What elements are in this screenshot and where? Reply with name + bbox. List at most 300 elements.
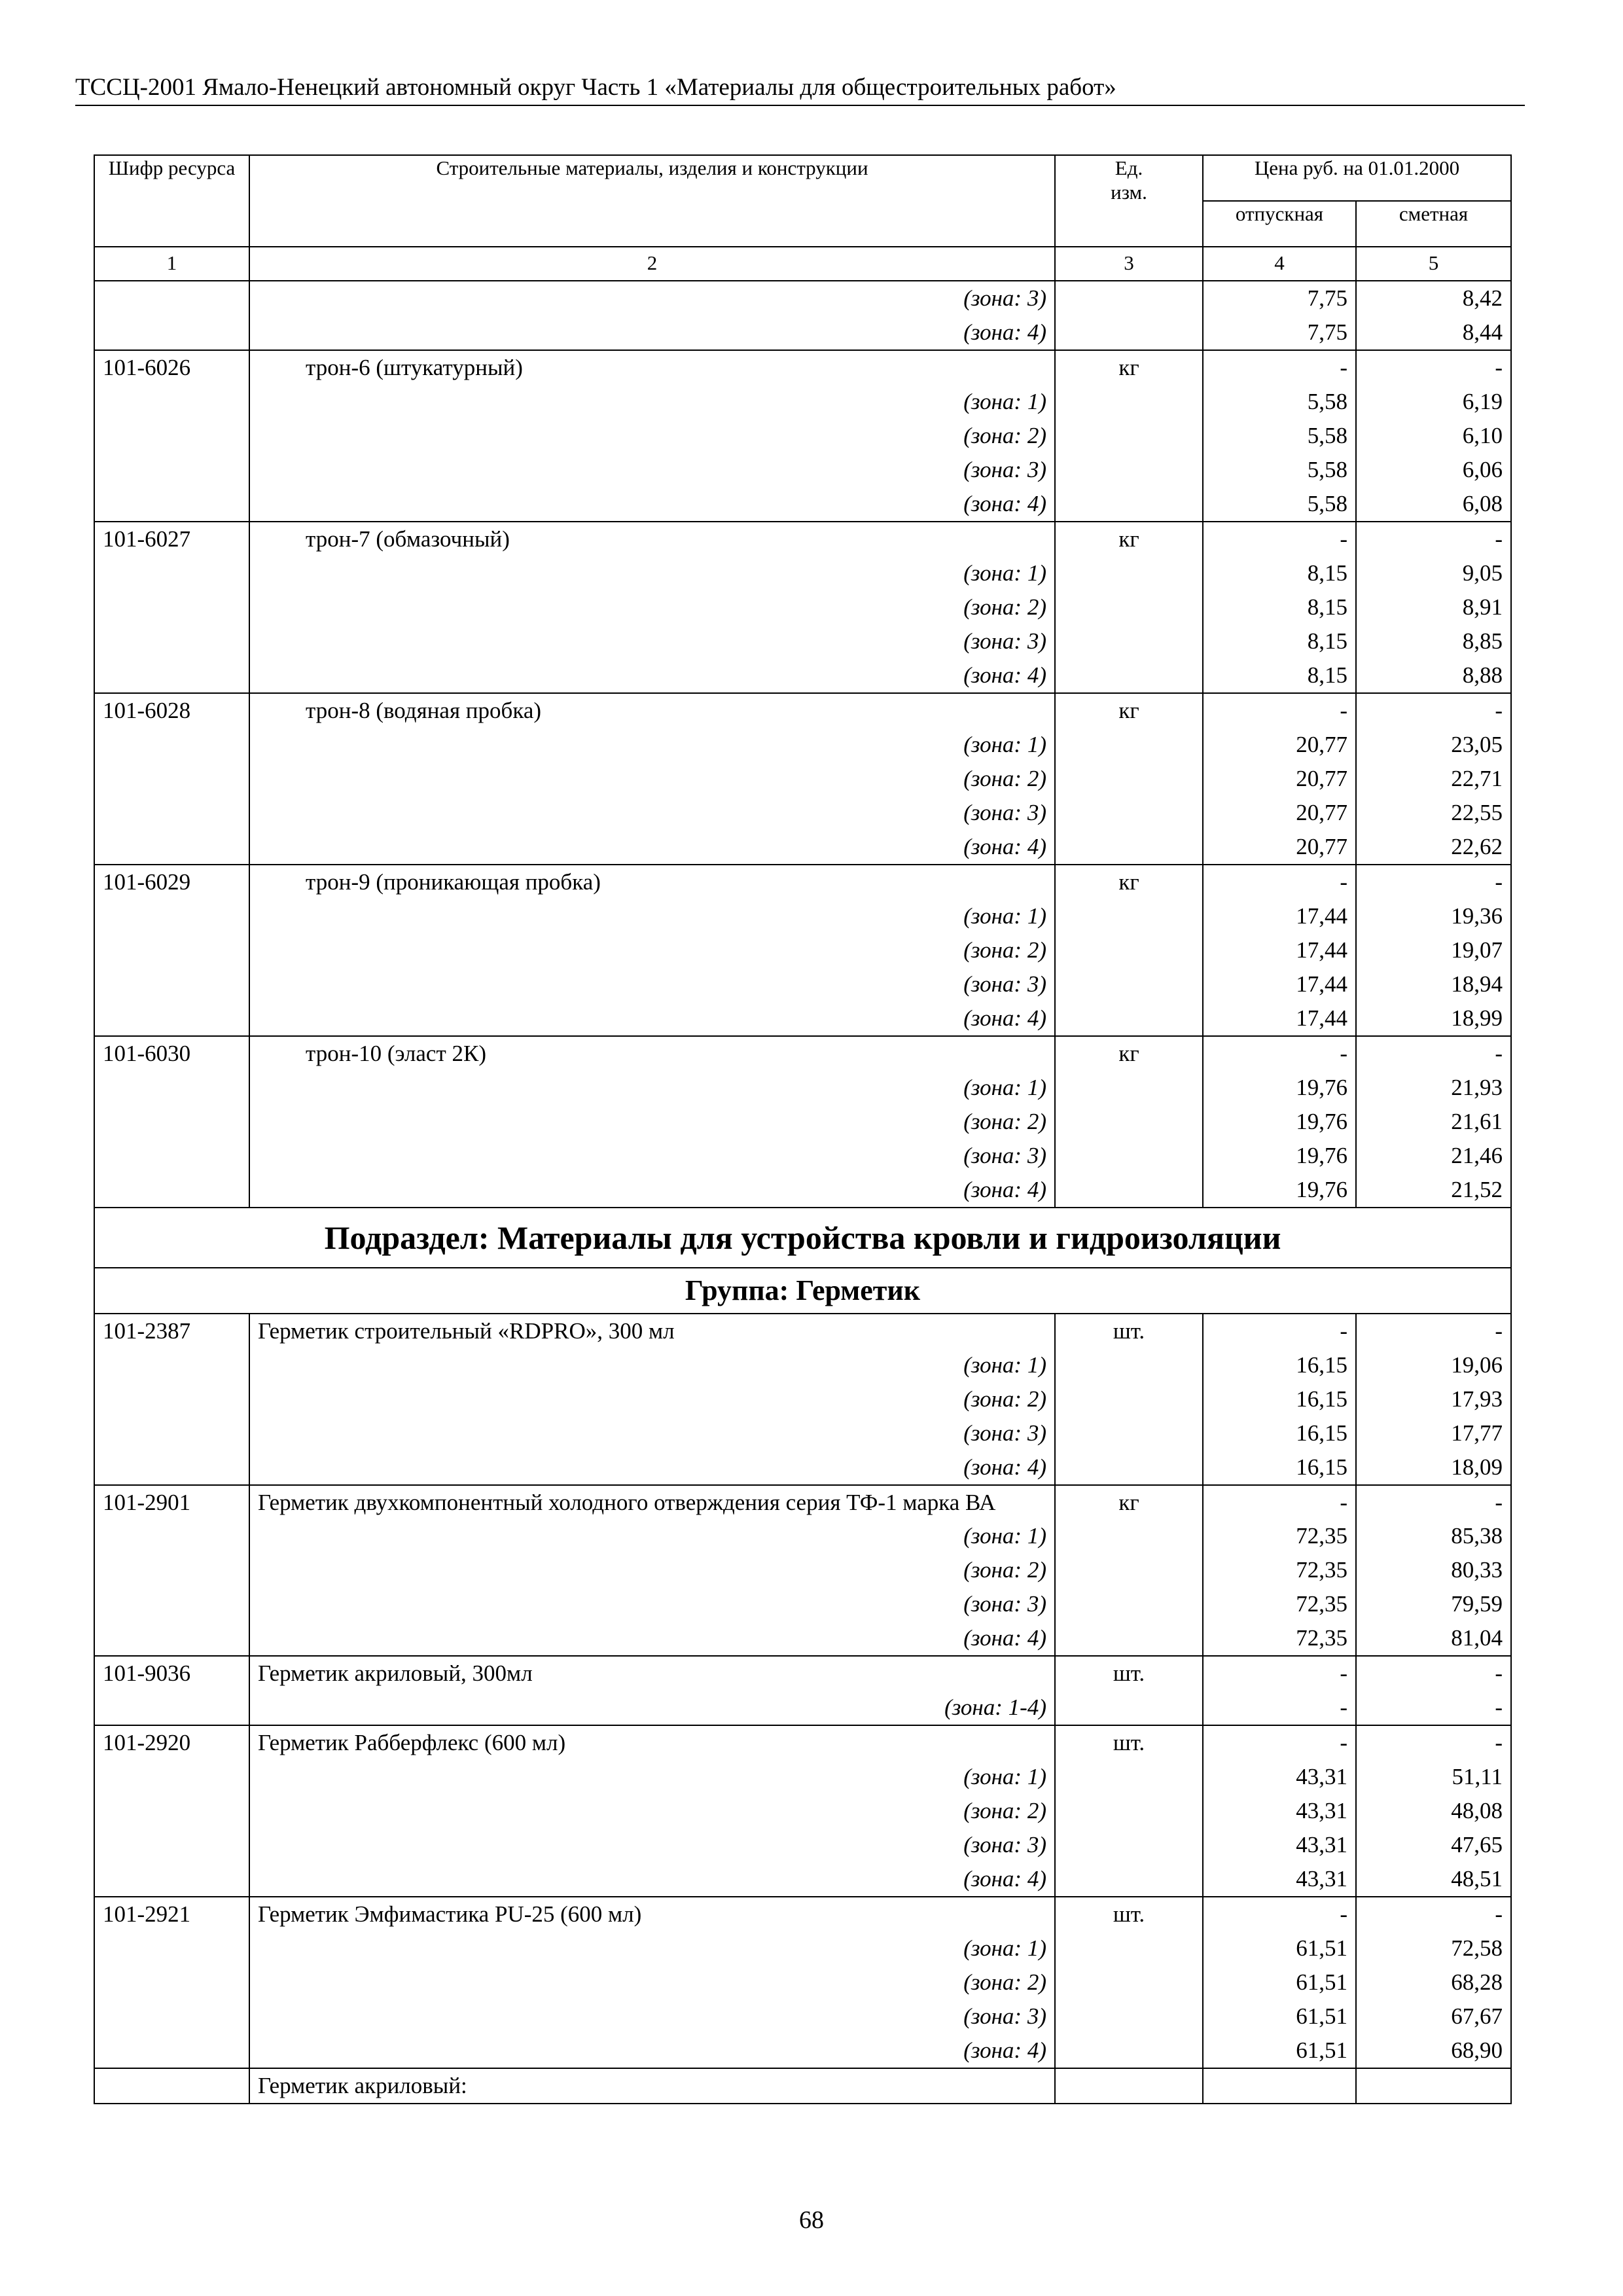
resource-code: 101-6028 (94, 693, 249, 728)
unit (1055, 1105, 1203, 1139)
release-price: 17,44 (1203, 1001, 1356, 1036)
unit (1055, 2000, 1203, 2034)
page-number: 68 (799, 2206, 824, 2234)
resource-code (94, 590, 249, 624)
resource-code: 101-6030 (94, 1036, 249, 1071)
estimate-price: - (1356, 1725, 1511, 1760)
resource-code (94, 487, 249, 522)
estimate-price: 22,71 (1356, 762, 1511, 796)
release-price: 7,75 (1203, 315, 1356, 350)
resource-code (94, 624, 249, 658)
material-name: Герметик строительный «RDPRO», 300 мл (249, 1314, 1055, 1348)
estimate-price: 17,77 (1356, 1416, 1511, 1450)
table-row (94, 385, 1511, 419)
release-price: - (1203, 1725, 1356, 1760)
estimate-price: 23,05 (1356, 728, 1511, 762)
zone-label: (зона: 1) (249, 1071, 1055, 1105)
estimate-price: - (1356, 1897, 1511, 1931)
table-row (94, 1173, 1511, 1208)
table-row (94, 419, 1511, 453)
table-row (94, 1071, 1511, 1105)
estimate-price: 68,28 (1356, 1965, 1511, 2000)
estimate-price: 18,94 (1356, 967, 1511, 1001)
col-header-price: Цена руб. на 01.01.2000 (1203, 155, 1511, 201)
table-row (94, 658, 1511, 693)
table-row (94, 796, 1511, 830)
table-row (94, 1621, 1511, 1656)
col-number: 2 (249, 247, 1055, 281)
zone-label: (зона: 2) (249, 1553, 1055, 1587)
zone-label: (зона: 1) (249, 1931, 1055, 1965)
estimate-price: - (1356, 522, 1511, 556)
resource-code (94, 1862, 249, 1897)
unit (1055, 1553, 1203, 1587)
resource-code: 101-6026 (94, 350, 249, 385)
zone-label: (зона: 1) (249, 728, 1055, 762)
col-header-release: отпускная (1203, 201, 1356, 247)
zone-label: (зона: 3) (249, 1587, 1055, 1621)
zone-label: (зона: 1) (249, 385, 1055, 419)
estimate-price: 79,59 (1356, 1587, 1511, 1621)
estimate-price: - (1356, 1691, 1511, 1725)
zone-label: (зона: 1) (249, 1348, 1055, 1382)
resource-code (94, 728, 249, 762)
estimate-price: 51,11 (1356, 1760, 1511, 1794)
zone-label: (зона: 3) (249, 453, 1055, 487)
estimate-price: 72,58 (1356, 1931, 1511, 1965)
estimate-price: 8,44 (1356, 315, 1511, 350)
table-row (94, 2068, 1511, 2104)
release-price: 17,44 (1203, 899, 1356, 933)
release-price: - (1203, 1314, 1356, 1348)
estimate-price: 18,09 (1356, 1450, 1511, 1485)
resource-code (94, 1139, 249, 1173)
table-row (94, 556, 1511, 590)
unit: кг (1055, 693, 1203, 728)
table-row (94, 693, 1511, 728)
unit (1055, 2034, 1203, 2068)
release-price: - (1203, 1485, 1356, 1519)
estimate-price: - (1356, 1036, 1511, 1071)
group-title: Группа: Герметик (94, 1268, 1511, 1314)
release-price: 16,15 (1203, 1348, 1356, 1382)
resource-code: 101-2387 (94, 1314, 249, 1348)
release-price: - (1203, 1656, 1356, 1691)
estimate-price: 8,42 (1356, 281, 1511, 315)
resource-code (94, 658, 249, 693)
estimate-price: 48,51 (1356, 1862, 1511, 1897)
release-price: 8,15 (1203, 658, 1356, 693)
estimate-price: 85,38 (1356, 1519, 1511, 1553)
resource-code: 101-6027 (94, 522, 249, 556)
unit (1055, 281, 1203, 315)
release-price: 17,44 (1203, 967, 1356, 1001)
release-price: 8,15 (1203, 590, 1356, 624)
release-price: 43,31 (1203, 1794, 1356, 1828)
zone-label: (зона: 1) (249, 899, 1055, 933)
estimate-price: 21,46 (1356, 1139, 1511, 1173)
estimate-price: 8,88 (1356, 658, 1511, 693)
unit: кг (1055, 1036, 1203, 1071)
table-row (94, 728, 1511, 762)
zone-label: (зона: 1) (249, 556, 1055, 590)
resource-code (94, 1621, 249, 1656)
resource-code (94, 2000, 249, 2034)
col-number: 1 (94, 247, 249, 281)
table-row (94, 899, 1511, 933)
table-row (94, 350, 1511, 385)
table-row (94, 830, 1511, 865)
estimate-price (1356, 2068, 1511, 2104)
column-number-row (94, 247, 1511, 281)
release-price: 72,35 (1203, 1519, 1356, 1553)
release-price: - (1203, 1897, 1356, 1931)
estimate-price: 6,19 (1356, 385, 1511, 419)
estimate-price: 6,08 (1356, 487, 1511, 522)
estimate-price: 9,05 (1356, 556, 1511, 590)
table-row (94, 933, 1511, 967)
estimate-price: 47,65 (1356, 1828, 1511, 1862)
estimate-price: - (1356, 1314, 1511, 1348)
release-price: 61,51 (1203, 1931, 1356, 1965)
release-price: - (1203, 1691, 1356, 1725)
table-row (94, 1485, 1511, 1519)
resource-code (94, 1348, 249, 1382)
material-name: трон-7 (обмазочный) (249, 522, 1055, 556)
release-price: - (1203, 693, 1356, 728)
resource-code (94, 1760, 249, 1794)
zone-label: (зона: 3) (249, 967, 1055, 1001)
estimate-price: - (1356, 1656, 1511, 1691)
estimate-price: 80,33 (1356, 1553, 1511, 1587)
table-row (94, 1794, 1511, 1828)
resource-code (94, 2034, 249, 2068)
material-name: трон-8 (водяная пробка) (249, 693, 1055, 728)
table-row (94, 1314, 1511, 1348)
zone-label: (зона: 2) (249, 1382, 1055, 1416)
estimate-price: 19,36 (1356, 899, 1511, 933)
unit (1055, 556, 1203, 590)
resource-code: 101-2901 (94, 1485, 249, 1519)
unit: кг (1055, 1485, 1203, 1519)
table-row (94, 1139, 1511, 1173)
table-row (94, 2000, 1511, 2034)
zone-label: (зона: 4) (249, 1621, 1055, 1656)
release-price: 8,15 (1203, 556, 1356, 590)
table-row (94, 1587, 1511, 1621)
resource-code (94, 1828, 249, 1862)
table-row (94, 1001, 1511, 1036)
release-price: - (1203, 522, 1356, 556)
unit (1055, 899, 1203, 933)
resource-code (94, 1691, 249, 1725)
release-price: 19,76 (1203, 1105, 1356, 1139)
resource-code (94, 281, 249, 315)
estimate-price: 22,62 (1356, 830, 1511, 865)
estimate-price: - (1356, 865, 1511, 899)
material-name: Герметик акриловый: (249, 2068, 1055, 2104)
table-row (94, 487, 1511, 522)
unit (1055, 385, 1203, 419)
col-number: 4 (1203, 247, 1356, 281)
unit (1055, 590, 1203, 624)
table-row (94, 1760, 1511, 1794)
unit (1055, 419, 1203, 453)
table-row (94, 1965, 1511, 2000)
table-row (94, 1725, 1511, 1760)
table-row (94, 1450, 1511, 1485)
release-price: 16,15 (1203, 1416, 1356, 1450)
table-row (94, 1382, 1511, 1416)
estimate-price: 8,85 (1356, 624, 1511, 658)
release-price: 43,31 (1203, 1760, 1356, 1794)
resource-code (94, 762, 249, 796)
resource-code: 101-2920 (94, 1725, 249, 1760)
resource-code (94, 1553, 249, 1587)
resource-code (94, 1450, 249, 1485)
unit (1055, 1416, 1203, 1450)
table-row (94, 281, 1511, 315)
table-row (94, 1416, 1511, 1450)
unit: шт. (1055, 1897, 1203, 1931)
resource-code (94, 1001, 249, 1036)
zone-label: (зона: 1) (249, 1519, 1055, 1553)
unit (1055, 1587, 1203, 1621)
resource-code (94, 933, 249, 967)
table-row (94, 1519, 1511, 1553)
release-price: 19,76 (1203, 1071, 1356, 1105)
table-row (94, 1897, 1511, 1931)
table-row (94, 453, 1511, 487)
material-name: Герметик Рабберфлекс (600 мл) (249, 1725, 1055, 1760)
resource-code (94, 899, 249, 933)
col-header-unit: Ед. изм. (1055, 155, 1203, 247)
table-row (94, 315, 1511, 350)
zone-label: (зона: 4) (249, 1001, 1055, 1036)
table-row (94, 1862, 1511, 1897)
zone-label: (зона: 4) (249, 487, 1055, 522)
unit (1055, 967, 1203, 1001)
resource-code (94, 556, 249, 590)
release-price: 20,77 (1203, 830, 1356, 865)
unit (1055, 624, 1203, 658)
table-row (94, 2034, 1511, 2068)
resource-code (94, 1173, 249, 1208)
material-name: трон-10 (эласт 2К) (249, 1036, 1055, 1071)
resource-code: 101-2921 (94, 1897, 249, 1931)
material-name: Герметик Эмфимастика PU-25 (600 мл) (249, 1897, 1055, 1931)
table-row (94, 1656, 1511, 1691)
release-price: 61,51 (1203, 2000, 1356, 2034)
unit (1055, 728, 1203, 762)
unit: кг (1055, 865, 1203, 899)
zone-label: (зона: 3) (249, 624, 1055, 658)
estimate-price: 21,93 (1356, 1071, 1511, 1105)
col-number: 5 (1356, 247, 1511, 281)
zone-label: (зона: 2) (249, 933, 1055, 967)
unit (1055, 1794, 1203, 1828)
table-row (94, 1105, 1511, 1139)
release-price: 20,77 (1203, 796, 1356, 830)
table-row (94, 590, 1511, 624)
table-row (94, 762, 1511, 796)
release-price: 8,15 (1203, 624, 1356, 658)
release-price: 20,77 (1203, 762, 1356, 796)
release-price: 20,77 (1203, 728, 1356, 762)
table-row (94, 1691, 1511, 1725)
resource-code (94, 1416, 249, 1450)
zone-label: (зона: 2) (249, 590, 1055, 624)
estimate-price: 21,52 (1356, 1173, 1511, 1208)
estimate-price: 19,07 (1356, 933, 1511, 967)
release-price: 61,51 (1203, 2034, 1356, 2068)
material-name: трон-9 (проникающая пробка) (249, 865, 1055, 899)
resource-code (94, 1382, 249, 1416)
release-price: 7,75 (1203, 281, 1356, 315)
table-row (94, 865, 1511, 899)
estimate-price: 6,10 (1356, 419, 1511, 453)
release-price: - (1203, 350, 1356, 385)
zone-label: (зона: 2) (249, 419, 1055, 453)
zone-label: (зона: 4) (249, 1862, 1055, 1897)
header-rule (75, 105, 1525, 106)
estimate-price: 68,90 (1356, 2034, 1511, 2068)
unit (1055, 1519, 1203, 1553)
zone-label: (зона: 4) (249, 1173, 1055, 1208)
resource-code (94, 1071, 249, 1105)
estimate-price: 17,93 (1356, 1382, 1511, 1416)
unit (1055, 315, 1203, 350)
resource-code (94, 453, 249, 487)
estimate-price: 19,06 (1356, 1348, 1511, 1382)
unit (1055, 1139, 1203, 1173)
table-row (94, 967, 1511, 1001)
resource-code (94, 2068, 249, 2104)
release-price (1203, 2068, 1356, 2104)
unit (1055, 1965, 1203, 2000)
release-price: 61,51 (1203, 1965, 1356, 2000)
release-price: 5,58 (1203, 419, 1356, 453)
zone-label: (зона: 4) (249, 2034, 1055, 2068)
zone-label: (зона: 3) (249, 1828, 1055, 1862)
release-price: 72,35 (1203, 1587, 1356, 1621)
col-number: 3 (1055, 247, 1203, 281)
zone-label: (зона: 3) (249, 796, 1055, 830)
unit (1055, 1931, 1203, 1965)
zone-label: (зона: 2) (249, 1794, 1055, 1828)
resource-code (94, 1519, 249, 1553)
estimate-price: 81,04 (1356, 1621, 1511, 1656)
unit (1055, 1691, 1203, 1725)
table-row (94, 1931, 1511, 1965)
table-row (94, 1828, 1511, 1862)
release-price: 16,15 (1203, 1382, 1356, 1416)
zone-label: (зона: 2) (249, 762, 1055, 796)
unit: шт. (1055, 1314, 1203, 1348)
zone-label: (зона: 1-4) (249, 1691, 1055, 1725)
estimate-price: 21,61 (1356, 1105, 1511, 1139)
unit (1055, 453, 1203, 487)
unit (1055, 1621, 1203, 1656)
release-price: - (1203, 1036, 1356, 1071)
running-header: ТССЦ-2001 Ямало-Ненецкий автономный округ Часть 1 «Материалы для общестроительных работ» (75, 74, 1116, 101)
release-price: 19,76 (1203, 1139, 1356, 1173)
zone-label: (зона: 3) (249, 2000, 1055, 2034)
release-price: 72,35 (1203, 1553, 1356, 1587)
unit (1055, 830, 1203, 865)
zone-label: (зона: 4) (249, 658, 1055, 693)
unit (1055, 1001, 1203, 1036)
estimate-price: 48,08 (1356, 1794, 1511, 1828)
unit (1055, 658, 1203, 693)
unit (1055, 1173, 1203, 1208)
unit (1055, 1828, 1203, 1862)
material-name: трон-6 (штукатурный) (249, 350, 1055, 385)
release-price: 5,58 (1203, 385, 1356, 419)
zone-label: (зона: 4) (249, 830, 1055, 865)
release-price: 17,44 (1203, 933, 1356, 967)
unit (1055, 1071, 1203, 1105)
unit (1055, 2068, 1203, 2104)
unit: кг (1055, 350, 1203, 385)
estimate-price: 22,55 (1356, 796, 1511, 830)
zone-label: (зона: 2) (249, 1105, 1055, 1139)
table-row (94, 522, 1511, 556)
table-row (94, 1036, 1511, 1071)
resource-code (94, 315, 249, 350)
unit (1055, 1862, 1203, 1897)
table-body (94, 247, 1511, 2104)
release-price: 43,31 (1203, 1862, 1356, 1897)
unit (1055, 1450, 1203, 1485)
estimate-price: - (1356, 1485, 1511, 1519)
release-price: 72,35 (1203, 1621, 1356, 1656)
release-price: 5,58 (1203, 487, 1356, 522)
unit (1055, 1382, 1203, 1416)
zone-label: (зона: 4) (249, 315, 1055, 350)
estimate-price: 8,91 (1356, 590, 1511, 624)
release-price: 5,58 (1203, 453, 1356, 487)
zone-label: (зона: 2) (249, 1965, 1055, 2000)
release-price: 43,31 (1203, 1828, 1356, 1862)
zone-label: (зона: 1) (249, 1760, 1055, 1794)
unit (1055, 1760, 1203, 1794)
zone-label: (зона: 3) (249, 1139, 1055, 1173)
resource-code (94, 1105, 249, 1139)
zone-label: (зона: 3) (249, 1416, 1055, 1450)
unit (1055, 762, 1203, 796)
subsection-title: Подраздел: Материалы для устройства кровли и гидроизоляции (94, 1208, 1511, 1268)
resource-code (94, 796, 249, 830)
estimate-price: 18,99 (1356, 1001, 1511, 1036)
col-header-code: Шифр ресурса (94, 155, 249, 247)
table-row (94, 624, 1511, 658)
release-price: 19,76 (1203, 1173, 1356, 1208)
resource-code (94, 830, 249, 865)
subsection-heading-row (94, 1208, 1511, 1268)
release-price: - (1203, 865, 1356, 899)
col-header-estimate: сметная (1356, 201, 1511, 247)
resource-code (94, 1965, 249, 2000)
resource-code: 101-6029 (94, 865, 249, 899)
resource-code (94, 1931, 249, 1965)
estimate-price: 6,06 (1356, 453, 1511, 487)
resource-code (94, 1794, 249, 1828)
release-price: 16,15 (1203, 1450, 1356, 1485)
group-heading-row (94, 1268, 1511, 1314)
unit (1055, 796, 1203, 830)
estimate-price: 67,67 (1356, 2000, 1511, 2034)
